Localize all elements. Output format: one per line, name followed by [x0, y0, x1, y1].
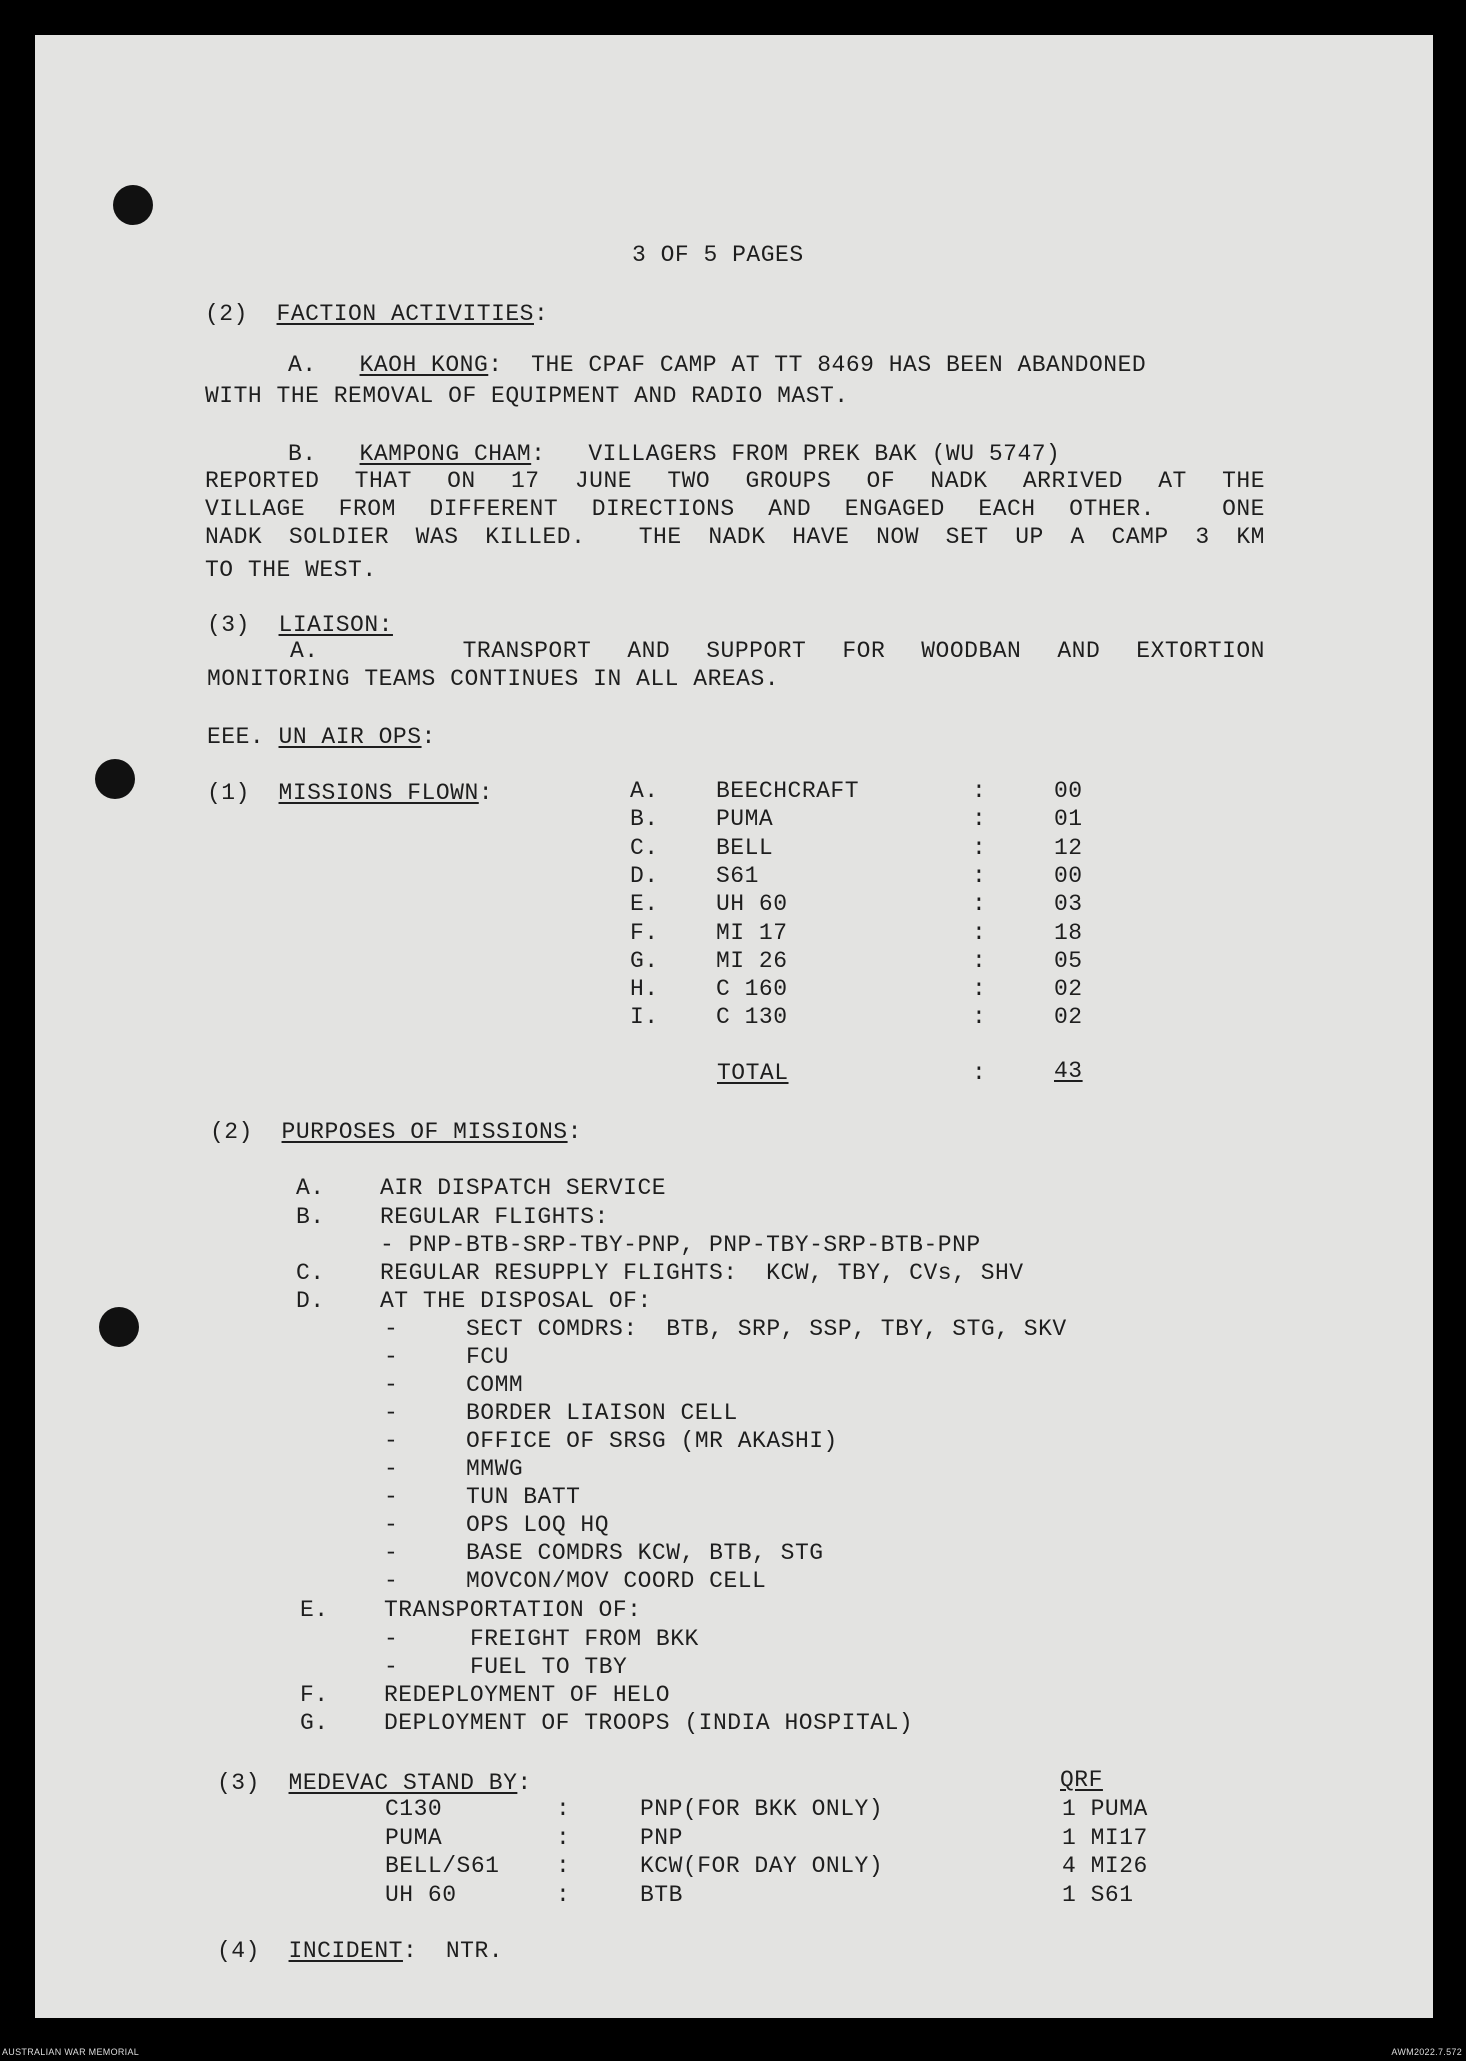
mission-sep: :: [972, 778, 987, 804]
medevac-sep: :: [556, 1881, 571, 1908]
medevac-sep: :: [556, 1796, 571, 1822]
mission-count: 12: [1054, 834, 1083, 861]
liaison-heading: [207, 611, 393, 639]
punch-hole: [95, 759, 135, 799]
mission-letter: G.: [630, 947, 659, 974]
medevac-qrf: 1 MI17: [1062, 1824, 1148, 1851]
mission-aircraft-type: BEECHCRAFT: [716, 778, 860, 804]
footer-reference: AWM2022.7.572: [1391, 2047, 1462, 2057]
para-letter: B.: [288, 441, 317, 467]
mission-letter: F.: [630, 919, 659, 946]
medevac-aircraft: PUMA: [385, 1824, 443, 1851]
faction-para-a-line2: WITH THE REMOVAL OF EQUIPMENT AND RADIO MAST.: [205, 383, 849, 409]
mission-letter: H.: [630, 976, 659, 1003]
missions-heading: (1) MISSIONS FLOWN:: [207, 780, 494, 806]
missions-total-sep: :: [972, 1060, 987, 1086]
purpose-item: - PNP-BTB-SRP-TBY-PNP, PNP-TBY-SRP-BTB-PNP: [380, 1232, 981, 1258]
medevac-aircraft: BELL/S61: [385, 1853, 500, 1879]
purpose-subitem: COMM: [466, 1372, 524, 1398]
purpose-subitem: FUEL TO TBY: [470, 1654, 628, 1680]
medevac-aircraft: UH 60: [385, 1881, 457, 1908]
purpose-subitem: FREIGHT FROM BKK: [470, 1626, 699, 1652]
purpose-subitem: BORDER LIAISON CELL: [466, 1400, 738, 1426]
mission-aircraft-type: MI 17: [716, 919, 788, 946]
mission-letter: I.: [630, 1004, 659, 1031]
purpose-subitem: OPS LOQ HQ: [466, 1512, 610, 1538]
missions-total-value: 43: [1054, 1058, 1083, 1084]
bullet-dash: -: [384, 1484, 399, 1510]
bullet-dash: -: [384, 1456, 399, 1482]
medevac-location: PNP(FOR BKK ONLY): [640, 1796, 884, 1822]
mission-aircraft-type: PUMA: [716, 806, 774, 833]
section-number: (3): [217, 1770, 260, 1796]
purpose-item: AIR DISPATCH SERVICE: [380, 1175, 667, 1201]
section-title: UN AIR OPS: [278, 724, 422, 750]
mission-letter: A.: [630, 778, 659, 804]
mission-sep: :: [972, 806, 987, 833]
qrf-header: QRF: [1060, 1767, 1103, 1793]
section-number: (2): [205, 301, 248, 327]
section-number: (4): [217, 1938, 260, 1964]
mission-sep: :: [972, 1004, 987, 1031]
bullet-dash: -: [384, 1540, 399, 1566]
purpose-item: REDEPLOYMENT OF HELO: [384, 1682, 671, 1708]
mission-count: 18: [1054, 919, 1083, 946]
mission-sep: :: [972, 976, 987, 1003]
faction-para-b-line: REPORTED THAT ON 17 JUNE TWO GROUPS OF NADK ARRIVED AT THE: [205, 468, 1265, 494]
section-number: (1): [207, 780, 250, 806]
medevac-qrf: 1 S61: [1062, 1881, 1134, 1908]
liaison-para-line1: A. TRANSPORT AND SUPPORT FOR WOODBAN AND EXTORTION: [290, 638, 1265, 664]
purpose-letter: E.: [300, 1597, 329, 1623]
bullet-dash: -: [384, 1428, 399, 1454]
medevac-aircraft: C130: [385, 1796, 443, 1822]
mission-count: 05: [1054, 947, 1083, 974]
missions-total-label: TOTAL: [717, 1060, 789, 1086]
medevac-heading: (3) MEDEVAC STAND BY:: [217, 1770, 532, 1796]
mission-letter: B.: [630, 806, 659, 833]
section-title: LIAISON:: [278, 612, 393, 638]
mission-letter: E.: [630, 891, 659, 918]
bullet-dash: -: [384, 1372, 399, 1398]
purpose-letter: B.: [296, 1204, 325, 1230]
section-title: MISSIONS FLOWN: [278, 780, 479, 806]
purpose-letter: D.: [296, 1288, 325, 1314]
bullet-dash: -: [384, 1512, 399, 1538]
purpose-subitem: FCU: [466, 1344, 509, 1370]
mission-sep: :: [972, 919, 987, 946]
purposes-heading: (2) PURPOSES OF MISSIONS:: [210, 1119, 582, 1145]
purpose-subitem: OFFICE OF SRSG (MR AKASHI): [466, 1428, 838, 1454]
mission-count: 03: [1054, 891, 1083, 918]
purpose-item: TRANSPORTATION OF:: [384, 1597, 642, 1623]
mission-aircraft-type: MI 26: [716, 947, 788, 974]
mission-aircraft-type: BELL: [716, 834, 774, 861]
purpose-subitem: SECT COMDRS: BTB, SRP, SSP, TBY, STG, SKV: [466, 1316, 1067, 1342]
mission-count: 00: [1054, 778, 1083, 804]
medevac-qrf: 4 MI26: [1062, 1853, 1148, 1879]
purpose-subitem: MOVCON/MOV COORD CELL: [466, 1568, 767, 1594]
mission-letter: D.: [630, 862, 659, 889]
medevac-qrf: 1 PUMA: [1062, 1796, 1148, 1822]
purpose-subitem: TUN BATT: [466, 1484, 581, 1510]
section-number: (3): [207, 612, 250, 638]
purpose-subitem: BASE COMDRS KCW, BTB, STG: [466, 1540, 824, 1566]
liaison-para-line2: MONITORING TEAMS CONTINUES IN ALL AREAS.: [207, 666, 780, 692]
mission-aircraft-type: S61: [716, 862, 759, 889]
mission-letter: C.: [630, 834, 659, 861]
mission-count: 02: [1054, 1004, 1083, 1031]
purpose-item: REGULAR FLIGHTS:: [380, 1204, 609, 1230]
section-title: INCIDENT: [288, 1938, 403, 1964]
medevac-location: PNP: [640, 1824, 683, 1851]
faction-para-b-line: VILLAGE FROM DIFFERENT DIRECTIONS AND ENGAGED EACH OTHER. ONE: [205, 496, 1265, 522]
purpose-letter: A.: [296, 1175, 325, 1201]
purpose-item: AT THE DISPOSAL OF:: [380, 1288, 652, 1314]
place-name: KAOH KONG: [359, 352, 489, 378]
medevac-sep: :: [556, 1824, 571, 1851]
mission-aircraft-type: C 160: [716, 976, 788, 1003]
bullet-dash: -: [384, 1626, 399, 1652]
mission-count: 02: [1054, 976, 1083, 1003]
faction-para-b-line1: B. KAMPONG CHAM: VILLAGERS FROM PREK BAK (WU 5747): [288, 441, 1061, 467]
purpose-item: REGULAR RESUPPLY FLIGHTS: KCW, TBY, CVs, SHV: [380, 1260, 1024, 1286]
bullet-dash: -: [384, 1316, 399, 1342]
purpose-letter: C.: [296, 1260, 325, 1286]
footer-archive-name: AUSTRALIAN WAR MEMORIAL: [2, 2047, 140, 2057]
mission-count: 01: [1054, 806, 1083, 833]
page-header: 3 OF 5 PAGES: [632, 242, 804, 268]
faction-para-b-line: NADK SOLDIER WAS KILLED. THE NADK HAVE NOW SET UP A CAMP 3 KM: [205, 524, 1265, 550]
punch-hole: [99, 1307, 139, 1347]
purpose-letter: F.: [300, 1682, 329, 1708]
purpose-item: DEPLOYMENT OF TROOPS (INDIA HOSPITAL): [384, 1710, 914, 1736]
section-title: FACTION ACTIVITIES: [276, 301, 534, 327]
section-title: PURPOSES OF MISSIONS: [281, 1119, 568, 1145]
bullet-dash: -: [384, 1568, 399, 1594]
place-name: KAMPONG CHAM: [359, 441, 532, 467]
medevac-location: KCW(FOR DAY ONLY): [640, 1853, 884, 1879]
bullet-dash: -: [384, 1344, 399, 1370]
mission-aircraft-type: C 130: [716, 1004, 788, 1031]
medevac-location: BTB: [640, 1881, 683, 1908]
mission-sep: :: [972, 862, 987, 889]
bullet-dash: -: [384, 1654, 399, 1680]
section-number: (2): [210, 1119, 253, 1145]
mission-sep: :: [972, 947, 987, 974]
incident-line: (4) INCIDENT: NTR.: [217, 1938, 504, 1964]
punch-hole: [113, 185, 153, 225]
faction-para-b-line: TO THE WEST.: [205, 557, 377, 583]
mission-aircraft-type: UH 60: [716, 891, 788, 918]
faction-heading: (2) FACTION ACTIVITIES:: [205, 301, 549, 327]
faction-para-a-line1: A. KAOH KONG: THE CPAF CAMP AT TT 8469 HAS BEEN ABANDONED: [288, 352, 1147, 378]
para-letter: A.: [288, 352, 317, 378]
medevac-sep: :: [556, 1853, 571, 1879]
mission-sep: :: [972, 891, 987, 918]
eee-heading: EEE. UN AIR OPS:: [207, 724, 436, 750]
bullet-dash: -: [384, 1400, 399, 1426]
mission-count: 00: [1054, 862, 1083, 889]
purpose-subitem: MMWG: [466, 1456, 524, 1482]
section-title: MEDEVAC STAND BY: [288, 1770, 518, 1796]
purpose-letter: G.: [300, 1710, 329, 1736]
mission-sep: :: [972, 834, 987, 861]
